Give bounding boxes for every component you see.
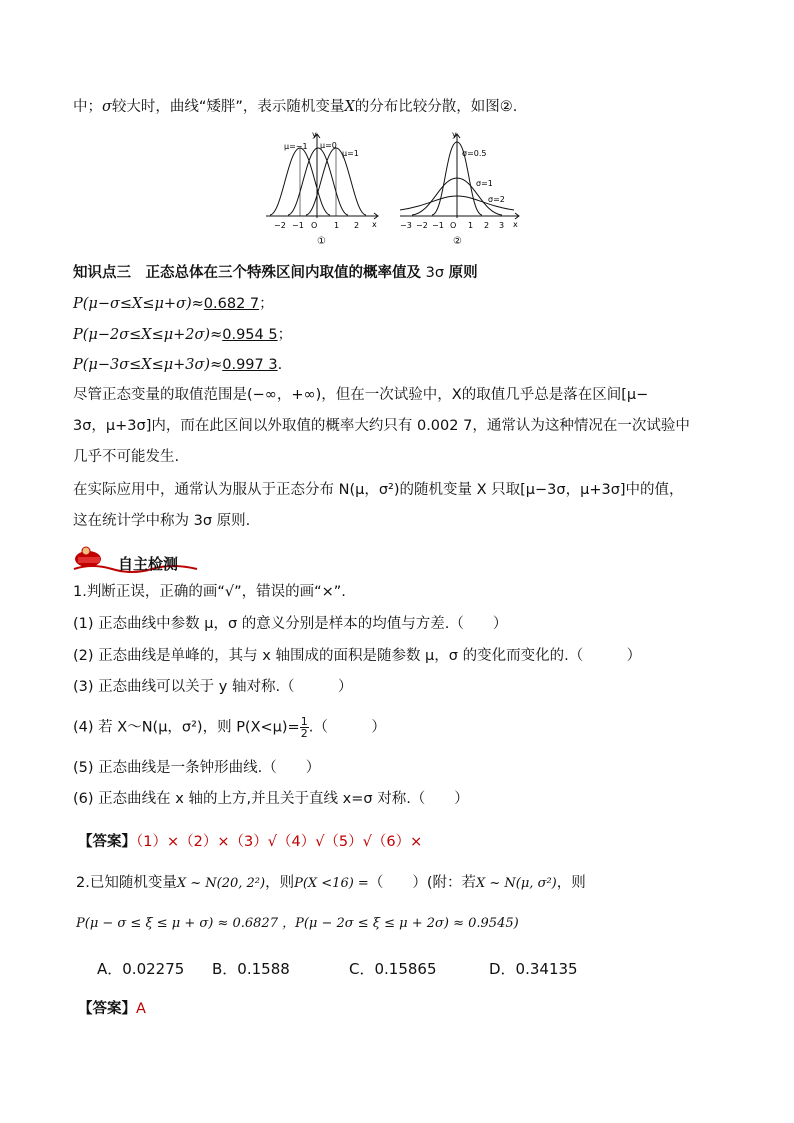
fig1-tick: 2 xyxy=(354,221,360,230)
punct: ； xyxy=(277,327,293,343)
prob-2-expr: P(μ−2σ≤X≤μ+2σ)≈ xyxy=(73,327,223,343)
figure-1-normal-curves-mu xyxy=(262,128,382,252)
prob-1-expr: P(μ−σ≤X≤μ+σ)≈ xyxy=(73,296,204,312)
q2-distribution: X ~ N(20, 2²) xyxy=(176,876,266,891)
fig2-tick: 2 xyxy=(484,221,490,230)
answer-2 xyxy=(78,999,146,1019)
kp3-heading xyxy=(73,263,478,283)
q1-prompt: 1.判断正误，正确的画“√”，错误的画“×”. xyxy=(73,584,346,600)
intro-line xyxy=(73,97,517,117)
option-a: A．0.02275 xyxy=(97,960,185,978)
kp3-title-b: 3σ xyxy=(425,265,445,281)
kp3-para1-line2: 3σ，μ+3σ]内，而在此区间以外取值的概率大约只有 0.002 7，通常认为这种情况在一次试验中 xyxy=(73,418,690,434)
fig1-tick: −2 xyxy=(274,221,286,230)
answer-2-value: A xyxy=(136,1001,146,1017)
fig2-y-label: y xyxy=(452,130,457,139)
fig2-label-sigma-05: σ=0.5 xyxy=(462,149,487,158)
q2-prompt xyxy=(76,873,586,894)
fig1-label-mu-neg1: μ=−1 xyxy=(284,142,308,151)
kp3-prob-3 xyxy=(73,355,282,375)
intro-text-2: 较大时，曲线“矮胖”，表示随机变量 xyxy=(111,99,345,115)
fig2-label-sigma-1: σ=1 xyxy=(476,179,493,188)
answer-1-text: （1）×（2）×（3）√（4）√（5）√（6）× xyxy=(136,834,423,850)
q1-item-5: (5) 正态曲线是一条钟形曲线.（ ） xyxy=(73,760,321,776)
prob-2-value: 0.954 5 xyxy=(222,327,278,343)
sigma-symbol: σ xyxy=(102,99,112,115)
q1-item-1: (1) 正态曲线中参数 μ，σ 的意义分别是样本的均值与方差.（ ） xyxy=(73,616,508,632)
kp3-prob-1 xyxy=(73,294,274,314)
fig2-label-sigma-2: σ=2 xyxy=(488,195,505,204)
fig2-tick: −3 xyxy=(400,221,412,230)
fig1-caption: ① xyxy=(317,236,326,247)
q2-text-d: ，则 xyxy=(556,875,586,891)
kp3-para2-line1: 在实际应用中，通常认为服从于正态分布 N(μ，σ²)的随机变量 X 只取[μ−3σ，μ+3σ]中的值， xyxy=(73,482,684,498)
fig2-tick: O xyxy=(450,221,457,230)
kp3-prob-2 xyxy=(73,325,292,345)
punct: ； xyxy=(259,296,274,312)
kp3-para1-line3: 几乎不可能发生. xyxy=(73,449,180,465)
fig2-tick: −1 xyxy=(432,221,444,230)
fig2-x-label: x xyxy=(513,220,518,229)
prob-1-value: 0.682 7 xyxy=(203,296,260,312)
punct: . xyxy=(277,357,283,373)
option-c: C．0.15865 xyxy=(349,960,437,978)
q2-text-c: （ ）(附：若 xyxy=(368,875,476,891)
prob-3-value: 0.997 3 xyxy=(222,357,278,373)
item-4-text: (4) 若 X～N(μ，σ²)，则 P(X<μ)= xyxy=(73,719,300,736)
fig1-tick: O xyxy=(311,221,318,230)
q2-formula: P(μ − σ ≤ ξ ≤ μ + σ) ≈ 0.6827 ，P(μ − 2σ ≤ ξ ≤ μ + 2σ) ≈ 0.9545) xyxy=(76,916,519,931)
option-d: D．0.34135 xyxy=(489,960,578,978)
q1-item-2: (2) 正态曲线是单峰的，其与 x 轴围成的面积是随参数 μ，σ 的变化而变化的.（ ） xyxy=(73,648,642,664)
fig2-tick: 3 xyxy=(499,221,505,230)
answer-label: 【答案】 xyxy=(78,834,136,850)
kp3-para2-line2: 这在统计学中称为 3σ 原则. xyxy=(73,513,251,529)
figure-2-normal-curves-sigma xyxy=(398,128,523,252)
fig1-label-mu-0: μ=0 xyxy=(320,141,337,150)
item-4-end: .（ ） xyxy=(308,719,386,736)
self-check-heading xyxy=(72,545,202,579)
q1-item-6: (6) 正态曲线在 x 轴的上方,并且关于直线 x=σ 对称.（ ） xyxy=(73,791,469,807)
fig2-caption: ② xyxy=(453,236,462,247)
prob-3-expr: P(μ−3σ≤X≤μ+3σ)≈ xyxy=(73,357,223,373)
kp3-title-a: 知识点三 正态总体在三个特殊区间内取值的概率值及 xyxy=(73,265,421,281)
intro-text-3: 的分布比较分散，如图②. xyxy=(354,99,518,115)
intro-text-1: 中； xyxy=(73,99,102,115)
fig2-tick: 1 xyxy=(468,221,474,230)
fig1-tick: −1 xyxy=(292,221,304,230)
kp3-para1-line1: 尽管正态变量的取值范围是(−∞，+∞)，但在一次试验中，X的取值几乎总是落在区间[μ− xyxy=(73,387,649,403)
fraction-one-half xyxy=(300,716,309,739)
fig2-tick: −2 xyxy=(416,221,428,230)
fraction-numerator: 1 xyxy=(300,715,308,728)
answer-label: 【答案】 xyxy=(78,1001,136,1017)
answer-1 xyxy=(78,832,422,852)
fig1-tick: 1 xyxy=(334,221,340,230)
kp3-title-c: 原则 xyxy=(448,265,478,281)
q2-text-b: ，则 xyxy=(265,875,295,891)
q2-text-a: 2.已知随机变量 xyxy=(76,875,177,891)
q1-item-4 xyxy=(73,716,386,739)
fraction-denominator: 2 xyxy=(300,727,308,740)
fig1-x-label: x xyxy=(372,220,377,229)
q2-probability: P(X <16) = xyxy=(294,876,369,891)
q2-distribution-general: X ~ N(μ, σ²) xyxy=(476,876,557,891)
fig1-label-mu-1: μ=1 xyxy=(342,149,359,158)
x-variable: X xyxy=(344,99,355,115)
option-b: B．0.1588 xyxy=(212,960,290,978)
q1-item-3: (3) 正态曲线可以关于 y 轴对称.（ ） xyxy=(73,679,353,695)
self-check-title: 自主检测 xyxy=(118,555,179,573)
fig1-y-label: y xyxy=(312,130,317,139)
